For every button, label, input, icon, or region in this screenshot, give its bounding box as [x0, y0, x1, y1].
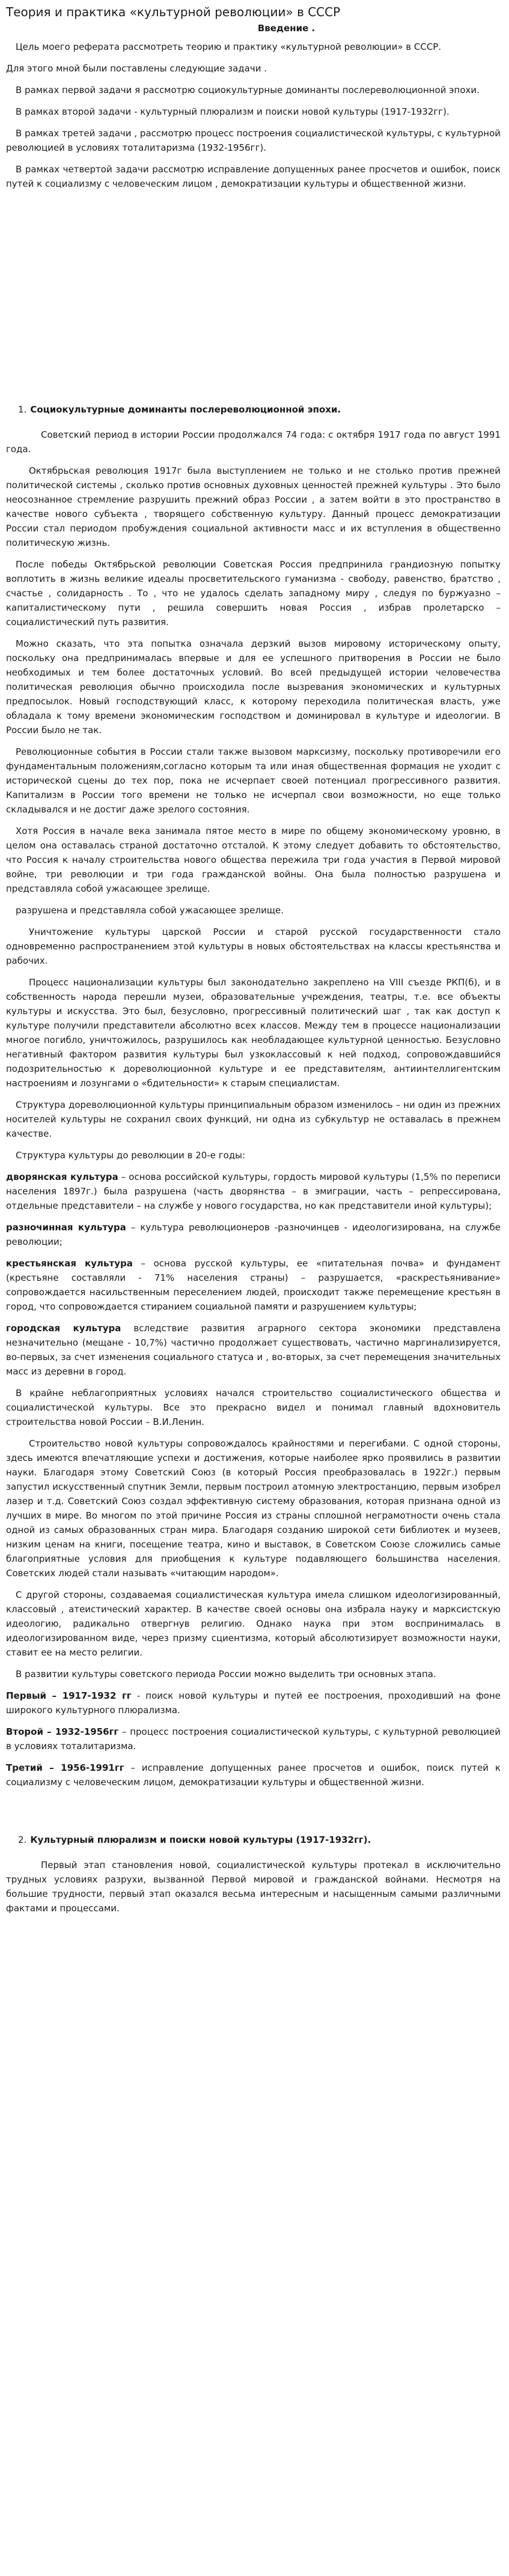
blank-space [6, 1797, 501, 1833]
body-paragraph: Структура дореволюционной культуры принципиальным образом изменилось – ни один из прежних носителей культуры не сохранил своих функций, ни одна из субкультур не оставалась в прежнем качестве. [6, 1099, 501, 1139]
body-paragraph: После победы Октябрьской революции Советская Россия предпринила грандиозную попытку воплотить в жизнь великие идеалы просветительского гуманизма - свободу, равенство, братство , счастье , солидарность . То , что не удалось сделать западному миру , следуя по буржуазно – капиталистическому пути , решила совершить новая Россия , избрав пролетарско – социалистический путь развития. [6, 559, 501, 627]
stage-term: Третий – 1956-1991гг [6, 1762, 124, 1773]
section-1-heading [6, 402, 501, 417]
body-paragraph: Хотя Россия в начале века занимала пятое место в мире по общему экономическому уровню, в целом она оставалась страной достаточно отсталой. К этому следует добавить то обстоятельство, что Россия к началу строительства нового общества пережила три года участия в Первой мировой войне, три революции и три года гражданской войны. Она была полностью разрушена и представляла собой ужасающее зрелище. [6, 826, 501, 894]
body-paragraph: Октябрьская революция 1917г была выступлением не только и не столько против прежней политической системы , сколько против основных духовных ценностей прежней культуры . Это было неосознанное стремление разрушить прежний образ России , а затем войти в это пространство в качестве нового субъекта , творящего собственную культуру. Данный процесс демократизации России стал периодом пробуждения социальной активности масс и их вступления в общественно политическую жизнь. [6, 465, 501, 548]
document-title: Теория и практика «культурной революции» в СССР [6, 5, 341, 19]
intro-paragraph: В рамках третей задачи , рассмотрю процесс построения социалистической культуры, с культурной революцией в условиях тоталитаризма (1932-1956гг). [6, 128, 501, 153]
structure-term: разночинная культура [6, 1222, 126, 1233]
blank-space [6, 198, 501, 402]
body-paragraph: разрушена и представляла собой ужасающее зрелище. [16, 905, 284, 916]
intro-paragraph: В рамках второй задачи - культурный плюрализм и поиски новой культуры (1917-1932гг). [16, 106, 450, 117]
section-title: Социокультурные доминанты послереволюционной эпохи. [30, 404, 341, 415]
stage-term: Первый – 1917-1932 гг [6, 1690, 132, 1701]
body-paragraph: С другой стороны, создаваемая социалистическая культура имела слишком идеологизированный, классовый , атеистический характер. В качестве своей основы она избрала науку и марксистскую идеологию, радикально отвергнув религию. Однако наука при этом воспринималась в идеологизированном виде, через призму сциентизма, который абсолютизирует возможности науки, ставит ее на место религии. [6, 1589, 501, 1658]
intro-paragraph: В рамках четвертой задачи рассмотрю исправление допущенных ранее просчетов и ошибок, поиск путей к социализму с человеческим лицом , демократизации культуры и общественной жизни. [6, 164, 501, 189]
body-paragraph: Строительство новой культуры сопровождалось крайностями и перегибами. С одной стороны, здесь имеются впечатляющие успехи и достижения, которые наиболее ярко проявились в развитии науки. Благодаря этому Советский Союз (в который Россия преобразовалась в 1922г.) первым запустил искусственный спутник Земли, первым построил атомную электростанцию, первым изобрел лазер и т.д. Советский Союз создал эффективную систему образования, которая признана одной из лучших в мире. Во многом по этой причине Россия из страны сплошной неграмотности очень стала одной из самых образованных стран мира. Благодаря созданию широкой сети библиотек и музеев, низким ценам на книги, посещение театра, кино и выставок, в Советском Союзе сложились самые благоприятные условия для приобщения к культуре подавляющего большинства населения. Советских людей стали называть «читающим народом». [6, 1438, 501, 1579]
body-paragraph: Процесс национализации культуры был законодательно закреплено на VIII съезде РКП(б), и в собственность народа перешли музеи, образовательные учреждения, театры, т.е. все объекты культуры и искусства. Это был, безусловно, прогрессивный политический шаг , так как доступ к культуре получили представители абсолютно всех классов. Между тем в процессе национализации многое погибло, уничтожилось, разрушилось как необладающее культурной ценностью. Безусловно негативный фактором развития культуры был узкоклассовый к ней подход, сопровождавшийся подозрительностью к дореволюционной культуре и ее представителям, антиинтеллигентским настроениям и лозунгами о «бдительности» к старым специалистам. [6, 977, 501, 1089]
intro-paragraph: Цель моего реферата рассмотреть теорию и практику «культурной революции» в СССР. [16, 41, 442, 52]
section-2-heading [6, 1833, 501, 1847]
body-paragraph: Структура культуры до революции в 20-е годы: [16, 1150, 246, 1161]
body-paragraph: Революционные события в России стали также вызовом марксизму, поскольку противоречили его фундаментальным положениям,согласно которым та или иная общественная формация не уходит с исторической сцены до тех пор, пока не исчерпает своей потенциал прогрессивного развития. Капитализм в России того времени не только не исчерпал свои возможности, но еще только складывался и не достиг даже зрелого состояния. [6, 746, 501, 815]
intro-paragraph: Для этого мной были поставлены следующие задачи . [6, 63, 267, 74]
body-paragraph: Можно сказать, что эта попытка означала дерзкий вызов мировому историческому опыту, поскольку она предпринималась впервые и для ее успешного притворения в России не было необходимых и тем более достаточных условий. Во всей предыдущей истории человечества политическая революция обычно происходила после вызревания экономических и культурных предпосылок. Новый господствующий класс, к которому переходила политическая власть, уже обладала к тому времени экономическим господством и доминировал в культуре и идеологии. В России было не так. [6, 638, 501, 736]
structure-term: крестьянская культура [6, 1258, 133, 1269]
body-paragraph: Уничтожение культуры царской России и старой русской государственности стало одновременно распространением этой культуры в новых обстоятельствах на классы крестьянства и рабочих. [6, 927, 501, 966]
structure-text: – культура революционеров -разночинцев - идеологизирована, на службе революции; [6, 1222, 501, 1247]
stage-item [6, 1689, 501, 1717]
section-number: 1. [18, 404, 27, 415]
structure-text: – основа российской культуры, гордость мировой культуры (1,5% по переписи населения 1897г.) была разрушена (часть дворянства – в эмиграции, часть – репрессирована, отдельные представители – на службе у нового государства, но как представители иной культуры); [6, 1172, 501, 1211]
section-title: Культурный плюрализм и поиски новой культуры (1917-1932гг). [30, 1834, 371, 1845]
stage-item [6, 1725, 501, 1753]
structure-term: дворянская культура [6, 1172, 118, 1182]
structure-item [6, 1170, 501, 1213]
stage-text: – исправление допущенных ранее просчетов и ошибок, поиск путей к социализму с человеческим лицом, демократизации культуры и общественной жизни. [6, 1762, 501, 1788]
structure-term: городская культура [6, 1323, 121, 1334]
body-paragraph: В развитии культуры советского периода России можно выделить три основных этапа. [16, 1669, 436, 1680]
structure-text: – основа русской культуры, ее «питательная почва» и фундамент (крестьяне составляли - 71% населения страны) – разрушается, «раскрестьянивание» сопровождается насильственным переселением людей, происходит также перемещение крестьян в город, что сопровождается стиранием социальной памяти и разрушением культуры; [6, 1258, 501, 1312]
structure-item [6, 1220, 501, 1249]
stage-text: - поиск новой культуры и путей ее построения, проходивший на фоне широкого культурного плюрализма. [6, 1690, 501, 1716]
structure-text: вследствие развития аграрного сектора экономики представлена незначительно (мещане - 10,7%) частично продолжает существовать, частично маргинализируется, во-первых, за счет изменения социального статуса и , во-вторых, за счет перемещения значительных масс из деревни в город. [6, 1323, 501, 1377]
structure-item [6, 1321, 501, 1379]
intro-paragraph: В рамках первой задачи я рассмотрю социокультурные доминанты послереволюционной эпохи. [16, 85, 480, 95]
structure-item [6, 1256, 501, 1314]
stage-term: Второй – 1932-1956гг [6, 1726, 119, 1737]
intro-heading: Введение . [257, 23, 315, 34]
section-number: 2. [18, 1834, 27, 1845]
body-paragraph: В крайне неблагоприятных условиях начался строительство социалистического общества и социалистической культуры. Все это прекрасно видел и понимал главный вдохновитель строительства новой России – В.И.Ленин. [6, 1388, 501, 1427]
stage-item [6, 1761, 501, 1789]
body-paragraph: Первый этап становления новой, социалистической культуры протекал в исключительно трудных условиях разрухи, вызванной Первой мировой и гражданской войнами. Несмотря на большие трудности, первый этап оказался весьма интересным и насыщенным самыми различными фактами и процессами. [6, 1860, 501, 1914]
stage-text: – процесс построения социалистической культуры, с культурной революцией в условиях тоталитаризма. [6, 1726, 501, 1752]
body-paragraph: Советский период в истории России продолжался 74 года: с октября 1917 года по август 1991 года. [6, 429, 501, 455]
